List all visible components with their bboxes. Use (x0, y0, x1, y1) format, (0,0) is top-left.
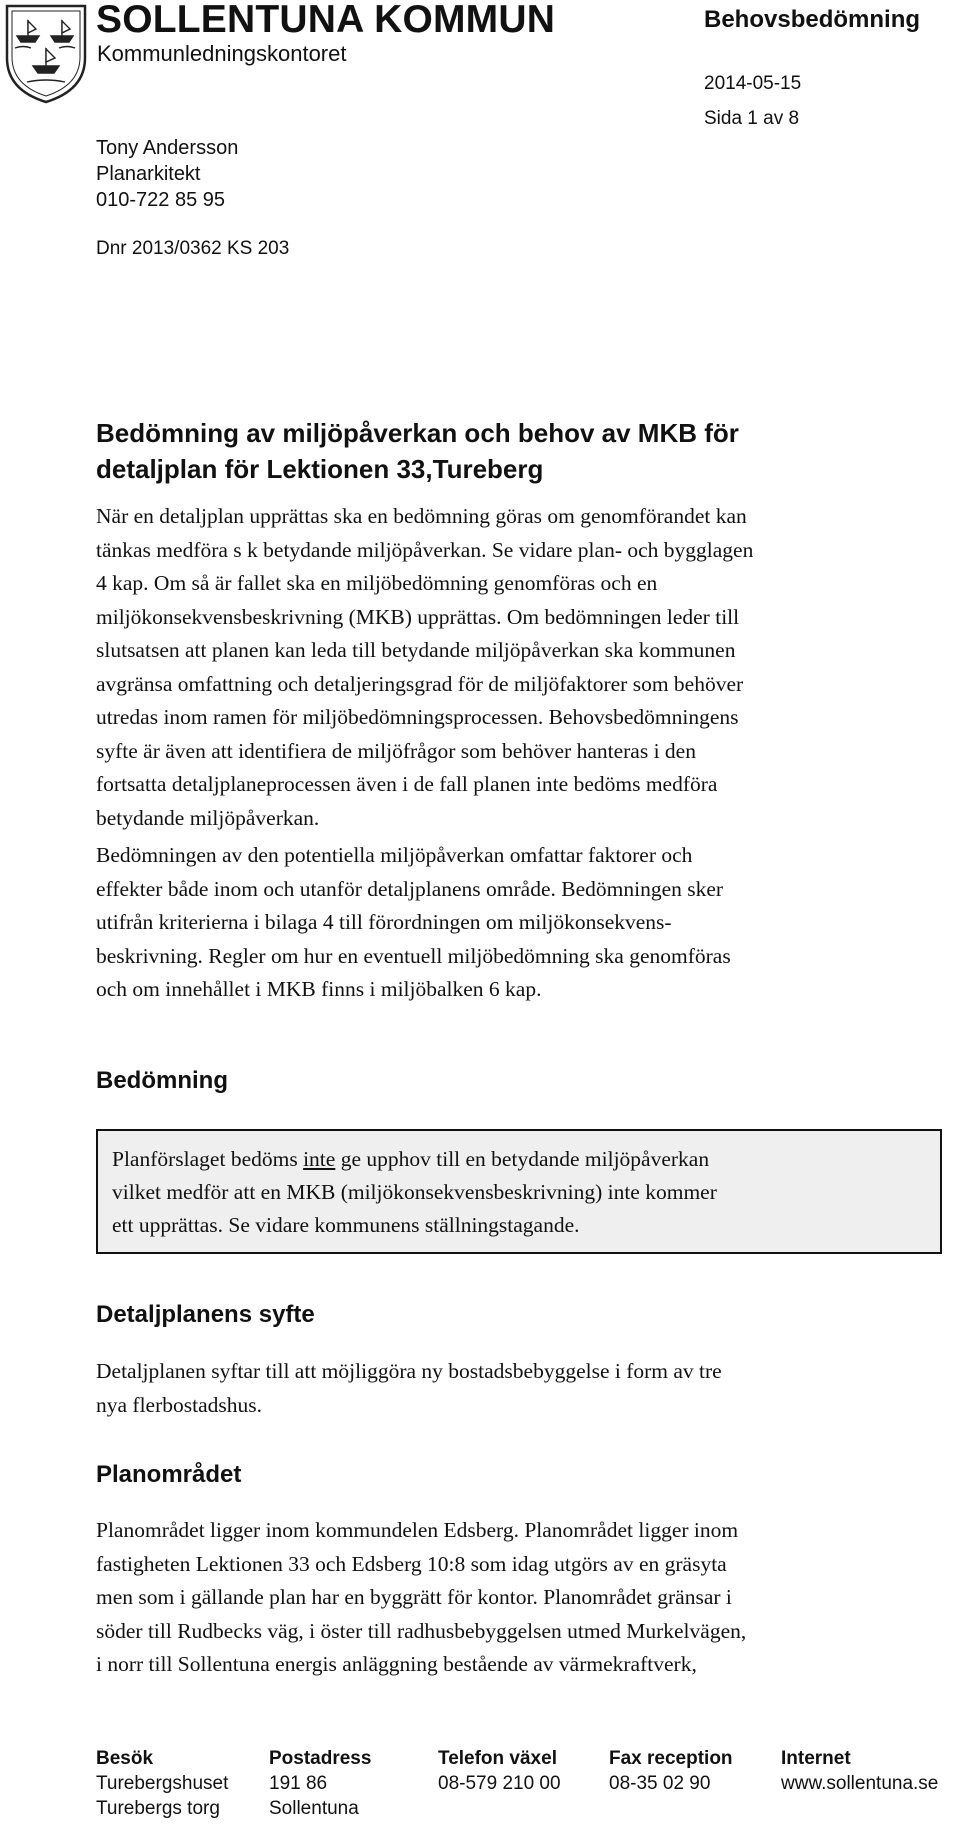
footer-label: Besök (96, 1748, 154, 1769)
text-line: vilket medför att en MKB (miljökonsekvensbeskrivning) inte kommer (112, 1180, 717, 1204)
document-type: Behovsbedömning (704, 6, 921, 33)
text-line: fastigheten Lektionen 33 och Edsberg 10:8 som idag utgörs av en gräsyta (96, 1551, 727, 1576)
text-line: Planområdet ligger inom kommundelen Edsberg. Planområdet ligger inom (96, 1518, 739, 1542)
purpose-heading: Detaljplanens syfte (96, 1301, 315, 1328)
assessment-heading: Bedömning (96, 1067, 228, 1094)
municipality-coat-of-arms-logo (3, 2, 89, 104)
plan-area-heading: Planområdet (96, 1461, 242, 1488)
text-line: miljökonsekvensbeskrivning (MKB) upprättas. Om bedömningen leder till (96, 604, 740, 629)
document-date: 2014-05-15 (704, 73, 802, 94)
title-line: Bedömning av miljöpåverkan och behov av MKB för (96, 418, 739, 448)
footer-visit (96, 1746, 228, 1821)
plan-area-paragraph (96, 1514, 946, 1682)
intro-paragraph (96, 500, 946, 835)
text-line: men som i gällande plan har en byggrätt för kontor. Planområdet gränsar i (96, 1585, 732, 1609)
footer-label: Postadress (269, 1748, 372, 1769)
text-line: nya flerbostadshus. (96, 1392, 262, 1417)
text-line (112, 1143, 932, 1176)
purpose-paragraph (96, 1355, 946, 1422)
department-name: Kommunledningskontoret (97, 41, 347, 66)
footer-value: Turebergs torg (96, 1798, 220, 1819)
footer-label: Internet (781, 1748, 851, 1769)
footer-label: Telefon växel (438, 1748, 557, 1769)
text-line: utifrån kriterierna i bilaga 4 till förordningen om miljökonsekvens- (96, 910, 672, 934)
text-line: avgränsa omfattning och detaljeringsgrad för de miljöfaktorer som behöver (96, 671, 744, 696)
text-line: utredas inom ramen för miljöbedömningsprocessen. Behovsbedömningens (96, 705, 739, 729)
emphasis-inte: inte (303, 1147, 336, 1171)
organization-name: SOLLENTUNA KOMMUN (96, 0, 556, 41)
text-line: i norr till Sollentuna energis anläggning bestående av värmekraftverk, (96, 1652, 697, 1676)
text-fragment: Planförslaget bedöms (112, 1147, 304, 1171)
footer-fax (609, 1746, 733, 1796)
assessment-conclusion-box (96, 1129, 942, 1254)
registration-number: Dnr 2013/0362 KS 203 (96, 238, 290, 259)
text-fragment: ge upphov till en betydande miljöpåverkan (335, 1147, 710, 1171)
author-name: Tony Andersson (96, 137, 239, 159)
text-line: slutsatsen att planen kan leda till betydande miljöpåverkan ska kommunen (96, 638, 736, 662)
author-phone: 010-722 85 95 (96, 189, 226, 211)
text-line: söder till Rudbecks väg, i öster till radhusbebyggelsen utmed Murkelvägen, (96, 1618, 747, 1643)
footer-label: Fax reception (609, 1748, 733, 1769)
footer-value: 08-579 210 00 (438, 1773, 561, 1794)
footer-website-link[interactable]: www.sollentuna.se (781, 1773, 939, 1794)
document-title (96, 415, 916, 487)
author-role: Planarkitekt (96, 163, 201, 185)
text-line: effekter både inom och utanför detaljplanens område. Bedömningen sker (96, 876, 724, 901)
text-line: beskrivning. Regler om hur en eventuell miljöbedömning ska genomföras (96, 943, 731, 968)
text-line: betydande miljöpåverkan. (96, 805, 320, 830)
page-indicator: Sida 1 av 8 (704, 108, 800, 129)
text-line: och om innehållet i MKB finns i miljöbalken 6 kap. (96, 977, 542, 1001)
text-line: Bedömningen av den potentiella miljöpåverkan omfattar faktorer och (96, 843, 693, 867)
author-block (96, 135, 238, 213)
text-line: 4 kap. Om så är fallet ska en miljöbedömning genomföras och en (96, 571, 658, 595)
text-line: När en detaljplan upprättas ska en bedömning göras om genomförandet kan (96, 504, 747, 528)
footer-value: 08-35 02 90 (609, 1773, 711, 1794)
scope-paragraph (96, 839, 946, 1007)
text-line: fortsatta detaljplaneprocessen även i de fall planen inte bedöms medföra (96, 772, 718, 796)
footer-value: Sollentuna (269, 1798, 359, 1819)
text-line: syfte är även att identifiera de miljöfrågor som behöver hanteras i den (96, 738, 696, 763)
footer-postal-address (269, 1746, 371, 1821)
footer-value: Turebergshuset (96, 1773, 229, 1794)
footer-internet (781, 1746, 938, 1796)
text-line: ett upprättas. Se vidare kommunens ställningstagande. (112, 1213, 580, 1237)
text-line: tänkas medföra s k betydande miljöpåverkan. Se vidare plan- och bygglagen (96, 537, 754, 562)
text-line: Detaljplanen syftar till att möjliggöra ny bostadsbebyggelse i form av tre (96, 1359, 722, 1383)
title-line: detaljplan för Lektionen 33,Tureberg (96, 454, 544, 484)
footer-value: 191 86 (269, 1773, 328, 1794)
footer-phone (438, 1746, 561, 1796)
